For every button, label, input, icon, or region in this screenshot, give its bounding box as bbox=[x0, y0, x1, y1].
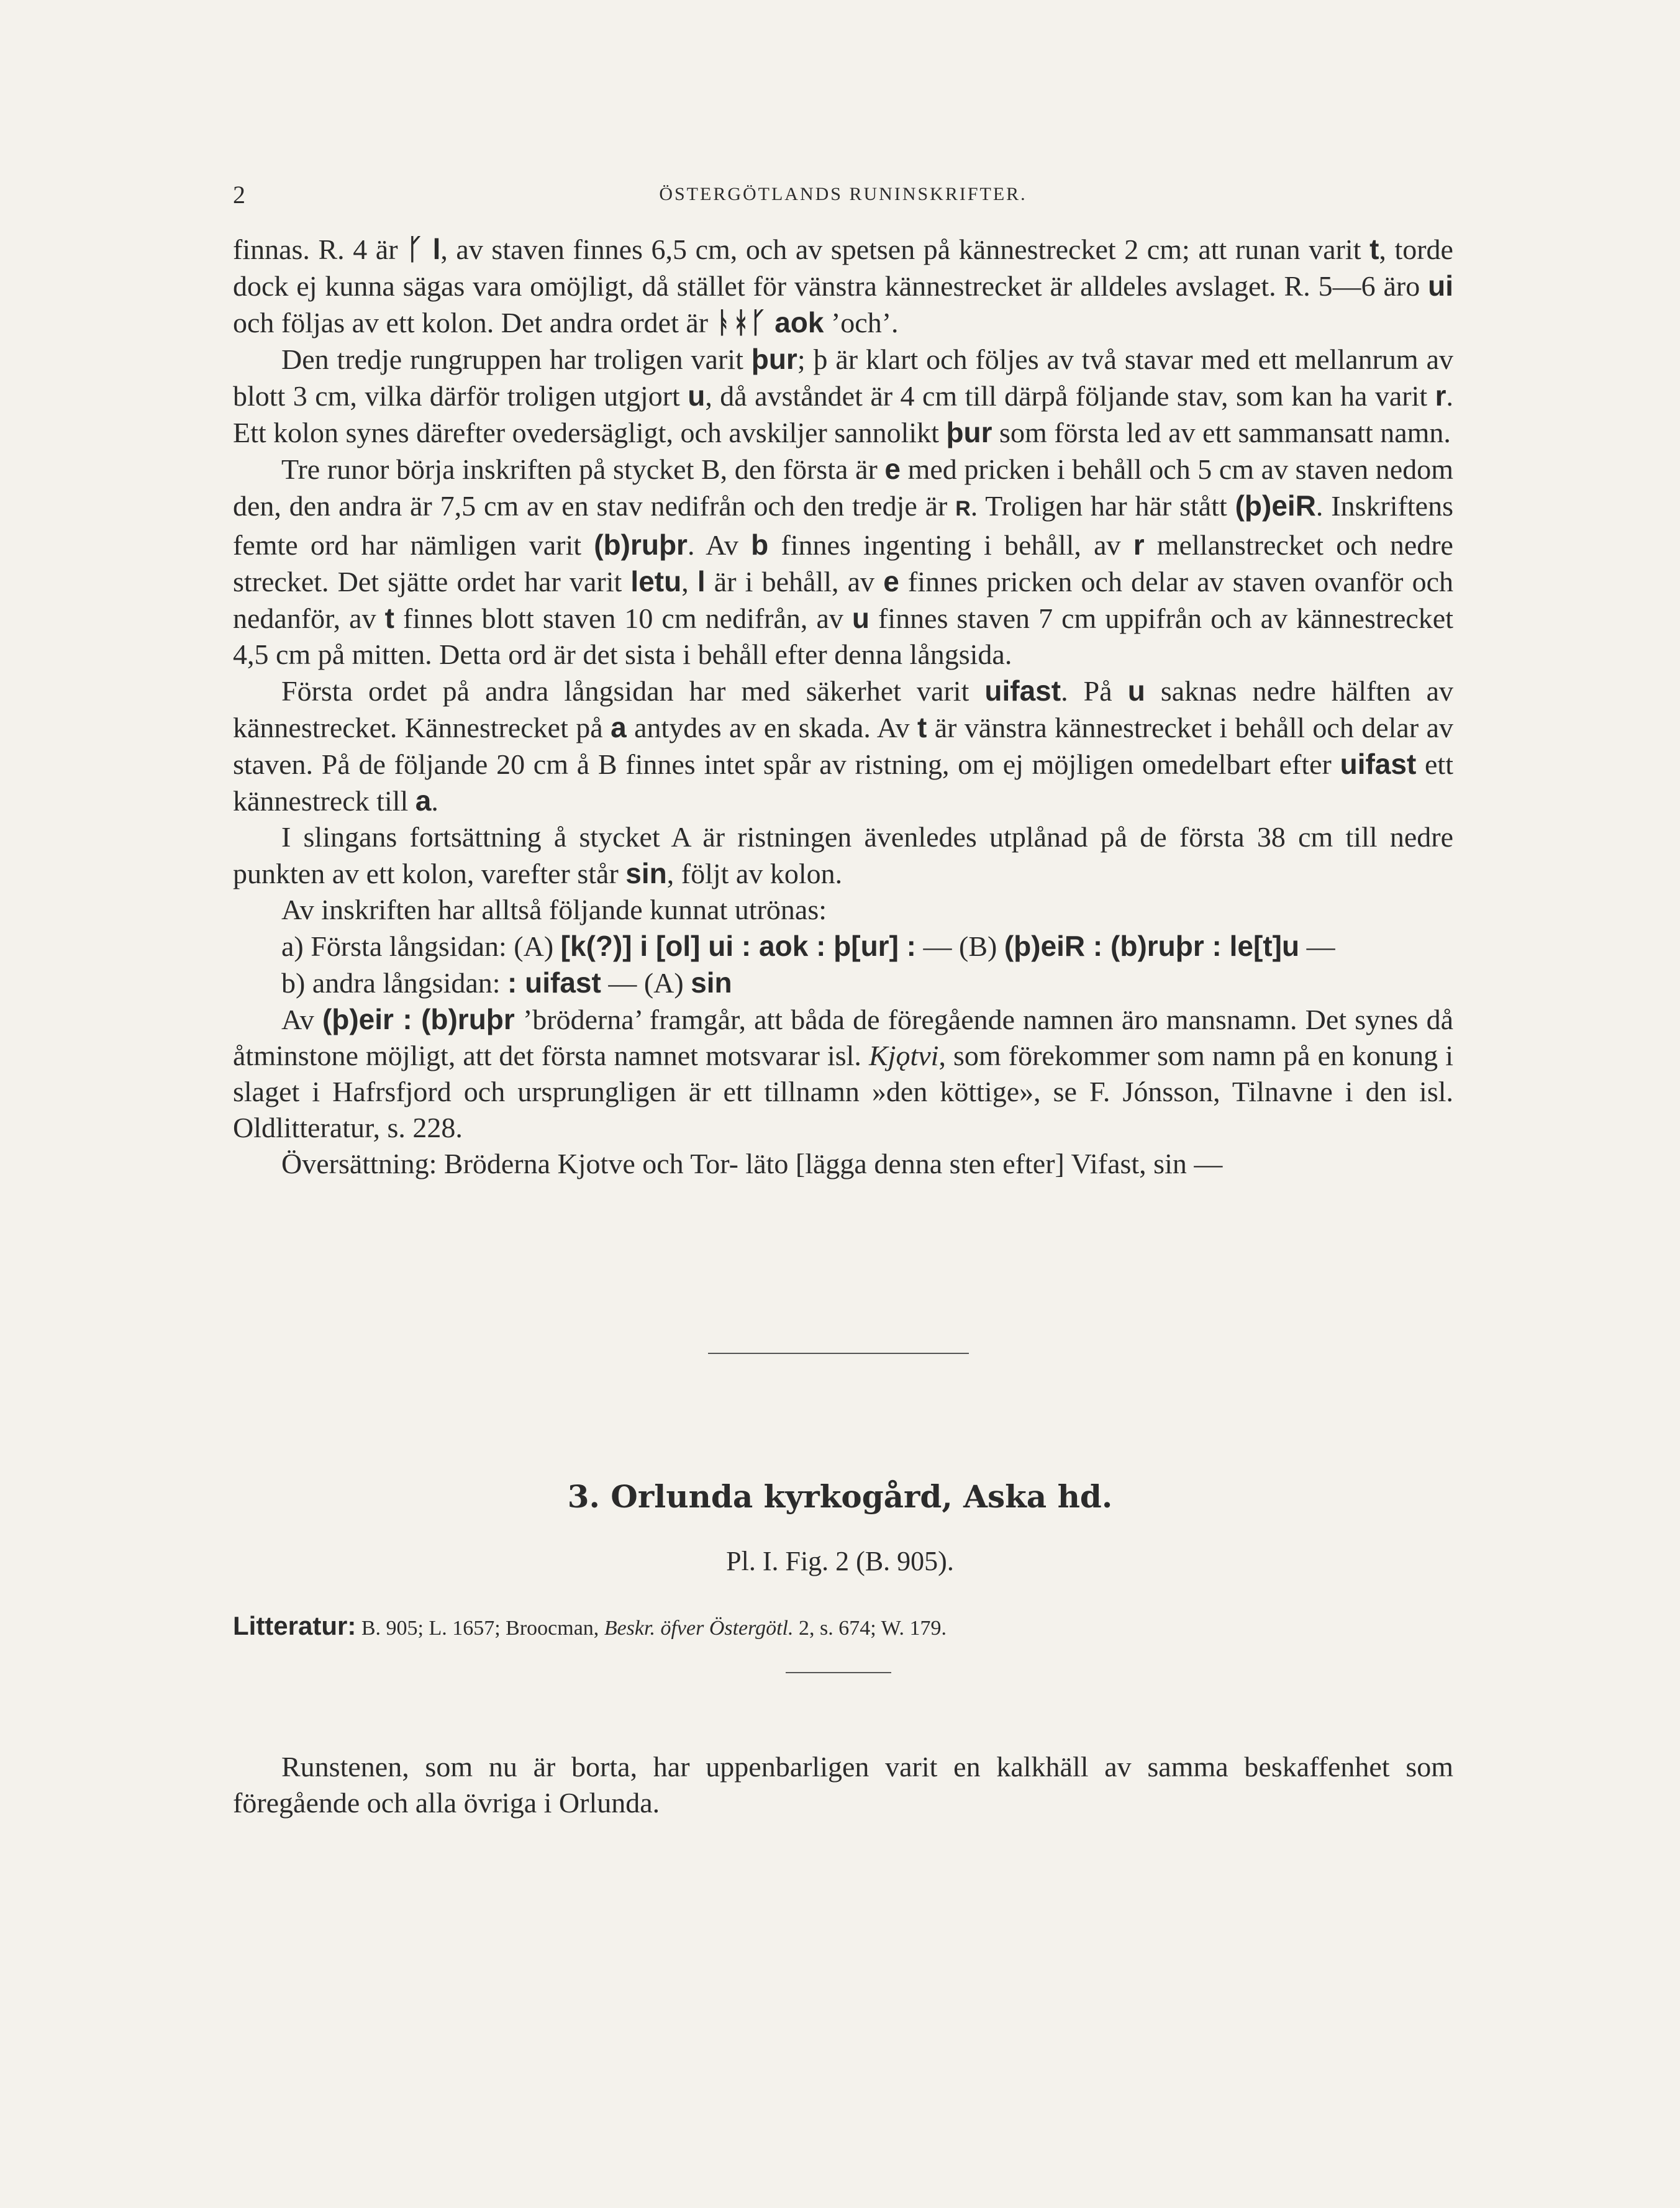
rune-text: u bbox=[688, 379, 706, 412]
list-intro: Av inskriften har alltså följande kunnat utrönas: bbox=[281, 894, 827, 925]
rune-text: b bbox=[751, 529, 769, 561]
section-title: 3. Orlunda kyrkogård, Aska hd. bbox=[567, 1478, 1113, 1515]
rune-text: u bbox=[851, 602, 870, 634]
text: — bbox=[1299, 930, 1335, 962]
italic-text: Kjǫtvi bbox=[868, 1040, 939, 1071]
rune-text: r bbox=[1435, 379, 1446, 412]
text: . Troligen har här stått bbox=[970, 490, 1235, 522]
text: . bbox=[431, 785, 438, 817]
paragraph-5 bbox=[233, 819, 1453, 892]
section-divider bbox=[708, 1353, 969, 1354]
text: a) Första långsidan: (A) bbox=[281, 930, 561, 962]
rune-text: R bbox=[955, 497, 971, 520]
text: , bbox=[681, 566, 697, 597]
text: finnes staven 7 cm uppifrån och av kännestrecket 4,5 cm på mitten. Detta ord är det sista i behåll efter denna långsida. bbox=[233, 602, 1453, 670]
text: ’och’. bbox=[824, 307, 899, 338]
text: B. 905; L. 1657; Broocman, bbox=[356, 1617, 604, 1640]
rune-text: þur bbox=[751, 343, 797, 375]
text: 2, s. 674; W. 179. bbox=[793, 1617, 947, 1640]
text: . Inskriftens femte ord har nämligen varit bbox=[233, 490, 1454, 561]
literature-label: Litteratur: bbox=[233, 1611, 356, 1640]
text: saknas nedre hälften av kännestrecket. Kännestrecket på bbox=[233, 675, 1453, 743]
rune-text: uifast bbox=[984, 675, 1061, 707]
text: finnes pricken och delar av staven ovanför och nedanför, av bbox=[233, 566, 1454, 634]
transcription-list bbox=[233, 892, 1453, 1001]
text: , följt av kolon. bbox=[666, 858, 843, 889]
rune-text: e bbox=[883, 565, 899, 597]
plate-reference: Pl. I. Fig. 2 (B. 905). bbox=[726, 1546, 954, 1576]
text: Första ordet på andra långsidan har med säkerhet varit bbox=[281, 675, 985, 707]
paragraph-1 bbox=[233, 231, 1453, 341]
list-item-b bbox=[233, 965, 1453, 1001]
text: är vänstra kännestrecket i behåll och delar av staven. På de följande 20 cm å B finnes intet spår av ristning, om ej möjligen omedelbart efter bbox=[233, 712, 1453, 780]
text: , som förekommer som namn på en konung i slaget i Hafrsfjord och ursprungligen är ett tillnamn »den köttige», se F. Jónsson, Tilnavne i den isl. Oldlitteratur, s. 228. bbox=[233, 1040, 1453, 1143]
rune-text: ᚴ l bbox=[406, 233, 441, 265]
text: Den tredje rungruppen har troligen varit bbox=[281, 343, 751, 375]
rune-text: (þ)eir : (b)ruþr bbox=[322, 1003, 515, 1035]
text: b) andra långsidan: bbox=[281, 967, 508, 999]
text: mellanstrecket och nedre strecket. Det sjätte ordet har varit bbox=[233, 529, 1453, 597]
rune-text: t bbox=[384, 602, 394, 634]
text: Tre runor börja inskriften på stycket B, den första är bbox=[281, 453, 885, 485]
paragraph-7 bbox=[233, 1001, 1453, 1146]
rune-text: þur bbox=[946, 416, 992, 448]
rune-text: uifast bbox=[1340, 748, 1417, 780]
rune-text: r bbox=[1133, 529, 1145, 561]
text: är i behåll, av bbox=[705, 566, 884, 597]
rune-text: letu bbox=[630, 565, 682, 597]
text: Av bbox=[281, 1004, 322, 1035]
text: och följas av ett kolon. Det andra ordet är bbox=[233, 307, 715, 338]
rune-text: a bbox=[415, 784, 432, 817]
rune-text: (þ)eiR : (b)ruþr : le[t]u bbox=[1004, 930, 1300, 962]
text: ; þ är klart och följes av två stavar med ett mellanrum av blott 3 cm, vilka därför troligen utgjort bbox=[233, 343, 1453, 412]
rune-text: sin bbox=[625, 857, 667, 889]
rune-text: [k(?)] i [ol] ui : aok : þ[ur] : bbox=[560, 930, 916, 962]
rune-text: (þ)eiR bbox=[1235, 489, 1316, 522]
rune-text: t bbox=[1369, 233, 1379, 265]
text: finnas. R. 4 är bbox=[233, 234, 407, 265]
short-divider bbox=[786, 1672, 891, 1673]
text: ’bröderna’ framgår, att båda de föregående namnen äro mansnamn. Det synes då åtminstone möjligt, att det första namnet motsvarar isl. bbox=[233, 1004, 1453, 1071]
text: ett kännestreck till bbox=[233, 748, 1453, 817]
rune-text: u bbox=[1127, 675, 1145, 707]
text: med pricken i behåll och 5 cm av staven nedom den, den andra är 7,5 cm av en stav nedifrån och den tredje är bbox=[233, 453, 1453, 522]
text: . På bbox=[1061, 675, 1128, 707]
rune-text: a bbox=[611, 711, 627, 743]
rune-text: (b)ruþr bbox=[594, 529, 688, 561]
rune-text: l bbox=[697, 565, 706, 597]
rune-text: t bbox=[917, 711, 927, 743]
literature-line bbox=[233, 1611, 1453, 1641]
text: — (B) bbox=[916, 930, 1004, 962]
text: , torde dock ej kunna sägas vara omöjligt, då stället för vänstra kännestrecket är alldeles avslaget. R. 5—6 äro bbox=[233, 234, 1453, 302]
rune-text: : uifast bbox=[507, 966, 601, 999]
main-text bbox=[233, 231, 1453, 1182]
rune-text: sin bbox=[691, 966, 732, 999]
paragraph-3 bbox=[233, 451, 1453, 673]
text: antydes av en skada. Av bbox=[626, 712, 918, 743]
running-title: ÖSTERGÖTLANDS RUNINSKRIFTER. bbox=[659, 184, 1027, 204]
text: , då avståndet är 4 cm till därpå följande stav, som kan ha varit bbox=[705, 380, 1435, 412]
rune-text: ui bbox=[1428, 270, 1453, 302]
list-item-a bbox=[233, 928, 1453, 965]
text: I slingans fortsättning å stycket A är ristningen ävenledes utplånad på de första 38 cm till nedre punkten av ett kolon, varefter står bbox=[233, 821, 1453, 889]
translation-line: Översättning: Bröderna Kjotve och Tor- läto [lägga denna sten efter] Vifast, sin — bbox=[281, 1148, 1223, 1179]
paragraph-2 bbox=[233, 341, 1453, 451]
rune-text: ᚭᚼᚴ aok bbox=[715, 306, 824, 338]
page-header bbox=[233, 180, 1453, 217]
text: finnes blott staven 10 cm nedifrån, av bbox=[394, 602, 852, 634]
rune-text: e bbox=[884, 453, 901, 485]
text: — (A) bbox=[601, 967, 691, 999]
text: som första led av ett sammansatt namn. bbox=[992, 417, 1451, 448]
text: . Av bbox=[687, 529, 751, 561]
page-number: 2 bbox=[233, 181, 245, 209]
text: , av staven finnes 6,5 cm, och av spetsen på kännestrecket 2 cm; att runan varit bbox=[440, 234, 1370, 265]
paragraph-4 bbox=[233, 673, 1453, 819]
text: . Ett kolon synes därefter ovedersägligt, och avskiljer sannolikt bbox=[233, 380, 1453, 448]
italic-text: Beskr. öfver Östergötl. bbox=[604, 1617, 794, 1640]
text: finnes ingenting i behåll, av bbox=[768, 529, 1133, 561]
closing-paragraph: Runstenen, som nu är borta, har uppenbarligen varit en kalkhäll av samma beskaffenhet som föregående och alla övriga i Orlunda. bbox=[233, 1751, 1453, 1819]
